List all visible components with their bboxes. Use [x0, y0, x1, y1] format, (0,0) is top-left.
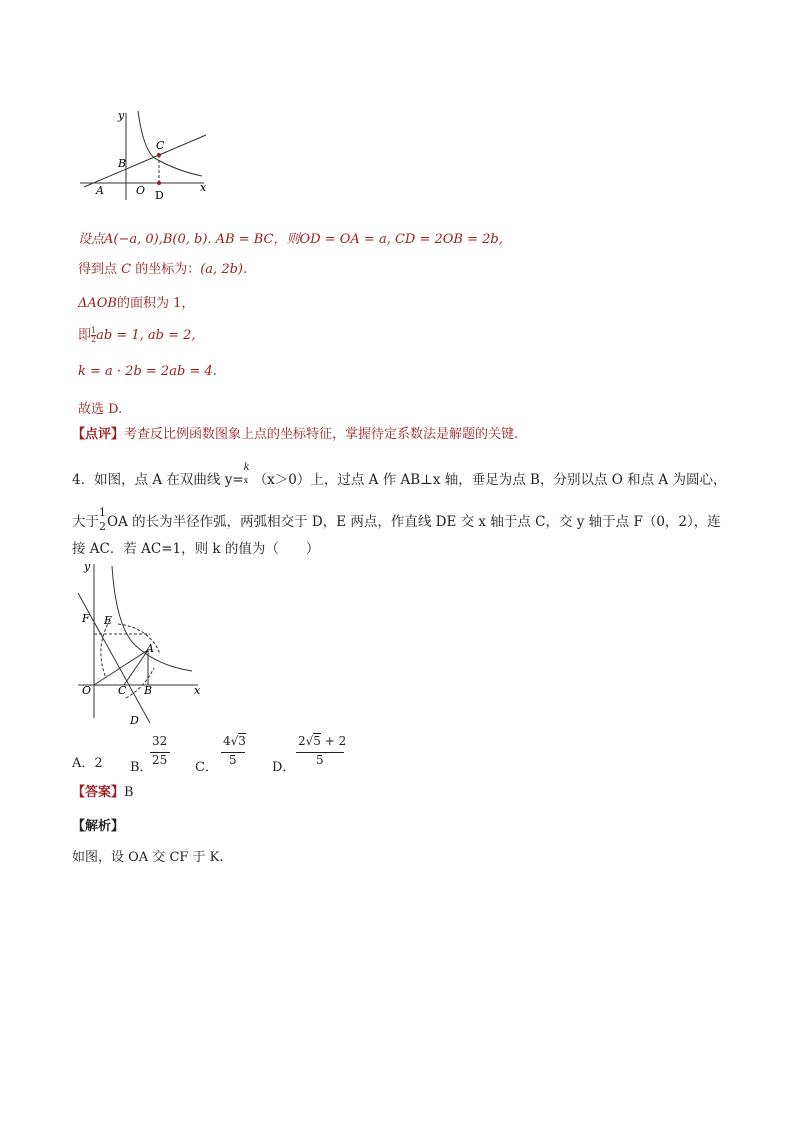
figure-2 — [70, 558, 210, 728]
option-d-rad: 5 — [313, 734, 321, 748]
solution-line-2-b: C — [121, 262, 132, 277]
solution-line-2-a: 得到点 — [78, 262, 122, 277]
comment-label: 【点评】 — [72, 427, 125, 442]
solution-line-3 — [78, 292, 194, 311]
solution-line-3-a: ΔAOB — [78, 296, 117, 311]
solution-frac-den: 2 — [91, 335, 97, 344]
q4-frac-k: k — [243, 462, 250, 473]
solution-line-6: 故选 D. — [78, 402, 123, 417]
fig1-label-x: x — [200, 181, 207, 194]
fig2-label-e: E — [104, 614, 113, 627]
fig2-label-x: x — [194, 684, 201, 697]
option-d-num: 2√5 + 2 — [298, 734, 347, 748]
solution-line-4-b: ab = 1, ab = 2, — [96, 328, 196, 343]
solution-line-2 — [78, 258, 247, 277]
fig2-label-o: O — [82, 684, 92, 697]
question-4-line-2 — [72, 506, 721, 533]
fig1-point-d — [157, 181, 161, 185]
option-c-den: 5 — [229, 753, 237, 767]
analysis-label: 【解析】 — [72, 819, 125, 834]
option-c-coef: 4 — [223, 734, 231, 748]
options-row — [72, 752, 103, 771]
solution-line-1: 设点A(−a, 0),B(0, b). AB = BC，则OD = OA = a, CD = 2OB = 2b, — [78, 232, 503, 247]
comment — [72, 423, 518, 442]
q4-line1-a: 4．如图，点 A 在双曲线 y= — [72, 472, 244, 488]
option-b-den: 25 — [152, 753, 168, 767]
fig1-label-d: D — [155, 189, 164, 202]
q4-half-den: 2 — [99, 520, 106, 533]
option-c-rad: 3 — [238, 734, 246, 748]
fig2-label-c: C — [118, 684, 127, 697]
option-d-den: 5 — [316, 753, 324, 767]
solution-line-4 — [78, 324, 196, 344]
fig1-label-o: O — [136, 184, 146, 197]
analysis-text: 如图，设 OA 交 CF 于 K. — [72, 850, 224, 865]
solution-line-2-d: (a, 2b). — [200, 262, 248, 277]
fig1-hyperbola — [138, 111, 202, 176]
solution-line-2-c: 的坐标为： — [131, 262, 201, 277]
q4-line2-a: 大于 — [72, 514, 99, 530]
option-d-label: D． — [272, 760, 296, 775]
option-d-tail: + 2 — [320, 734, 347, 748]
answer-value: B — [124, 785, 134, 800]
comment-text: 考查反比例函数图象上点的坐标特征，掌握待定系数法是解题的关键. — [124, 427, 519, 442]
q4-line1-b: （x＞0）上，过点 A 作 AB⊥x 轴，垂足为点 B，分别以点 O 和点 A 为圆心， — [253, 472, 727, 488]
option-c-num: 4√3 — [223, 734, 246, 748]
question-4-line-3: 接 AC．若 AC=1，则 k 的值为（ ） — [72, 541, 320, 557]
fig1-label-y: y — [118, 109, 125, 122]
option-a[interactable]: A．2 — [72, 756, 103, 771]
fig2-label-f: F — [82, 612, 90, 625]
fig1-label-a: A — [96, 184, 104, 197]
fig2-label-y: y — [84, 560, 91, 573]
fig2-label-a: A — [146, 642, 154, 655]
fig2-label-d: D — [130, 714, 139, 727]
option-b-label: B． — [130, 760, 153, 775]
question-4-line-1 — [72, 462, 727, 488]
fig2-hyperbola — [112, 566, 192, 671]
fig2-line-ca — [124, 650, 148, 685]
solution-line-3-b: 的面积为 1， — [117, 296, 195, 311]
option-d-coef: 2 — [298, 734, 306, 748]
q4-frac-x: x — [243, 476, 249, 485]
fig2-line-oa — [94, 650, 148, 685]
fig1-label-b: B — [118, 157, 127, 170]
answer — [72, 781, 134, 800]
q4-line2-b: OA 的长为半径作弧，两弧相交于 D，E 两点，作直线 DE 交 x 轴于点 C，交 y 轴于点 F（0，2），连 — [107, 514, 721, 530]
solution-line-5: k = a · 2b = 2ab = 4. — [78, 364, 217, 379]
fig1-label-c: C — [156, 139, 165, 152]
solution-line-4-a: 即 — [78, 328, 92, 343]
answer-label: 【答案】 — [72, 785, 125, 800]
fig2-label-b: B — [144, 684, 153, 697]
fig1-point-c — [157, 153, 161, 157]
q4-half-num: 1 — [99, 506, 106, 519]
option-b-num: 32 — [152, 734, 168, 748]
figure-1 — [78, 105, 213, 205]
solution-frac-num: 1 — [91, 326, 97, 335]
option-c-label: C． — [195, 760, 218, 775]
